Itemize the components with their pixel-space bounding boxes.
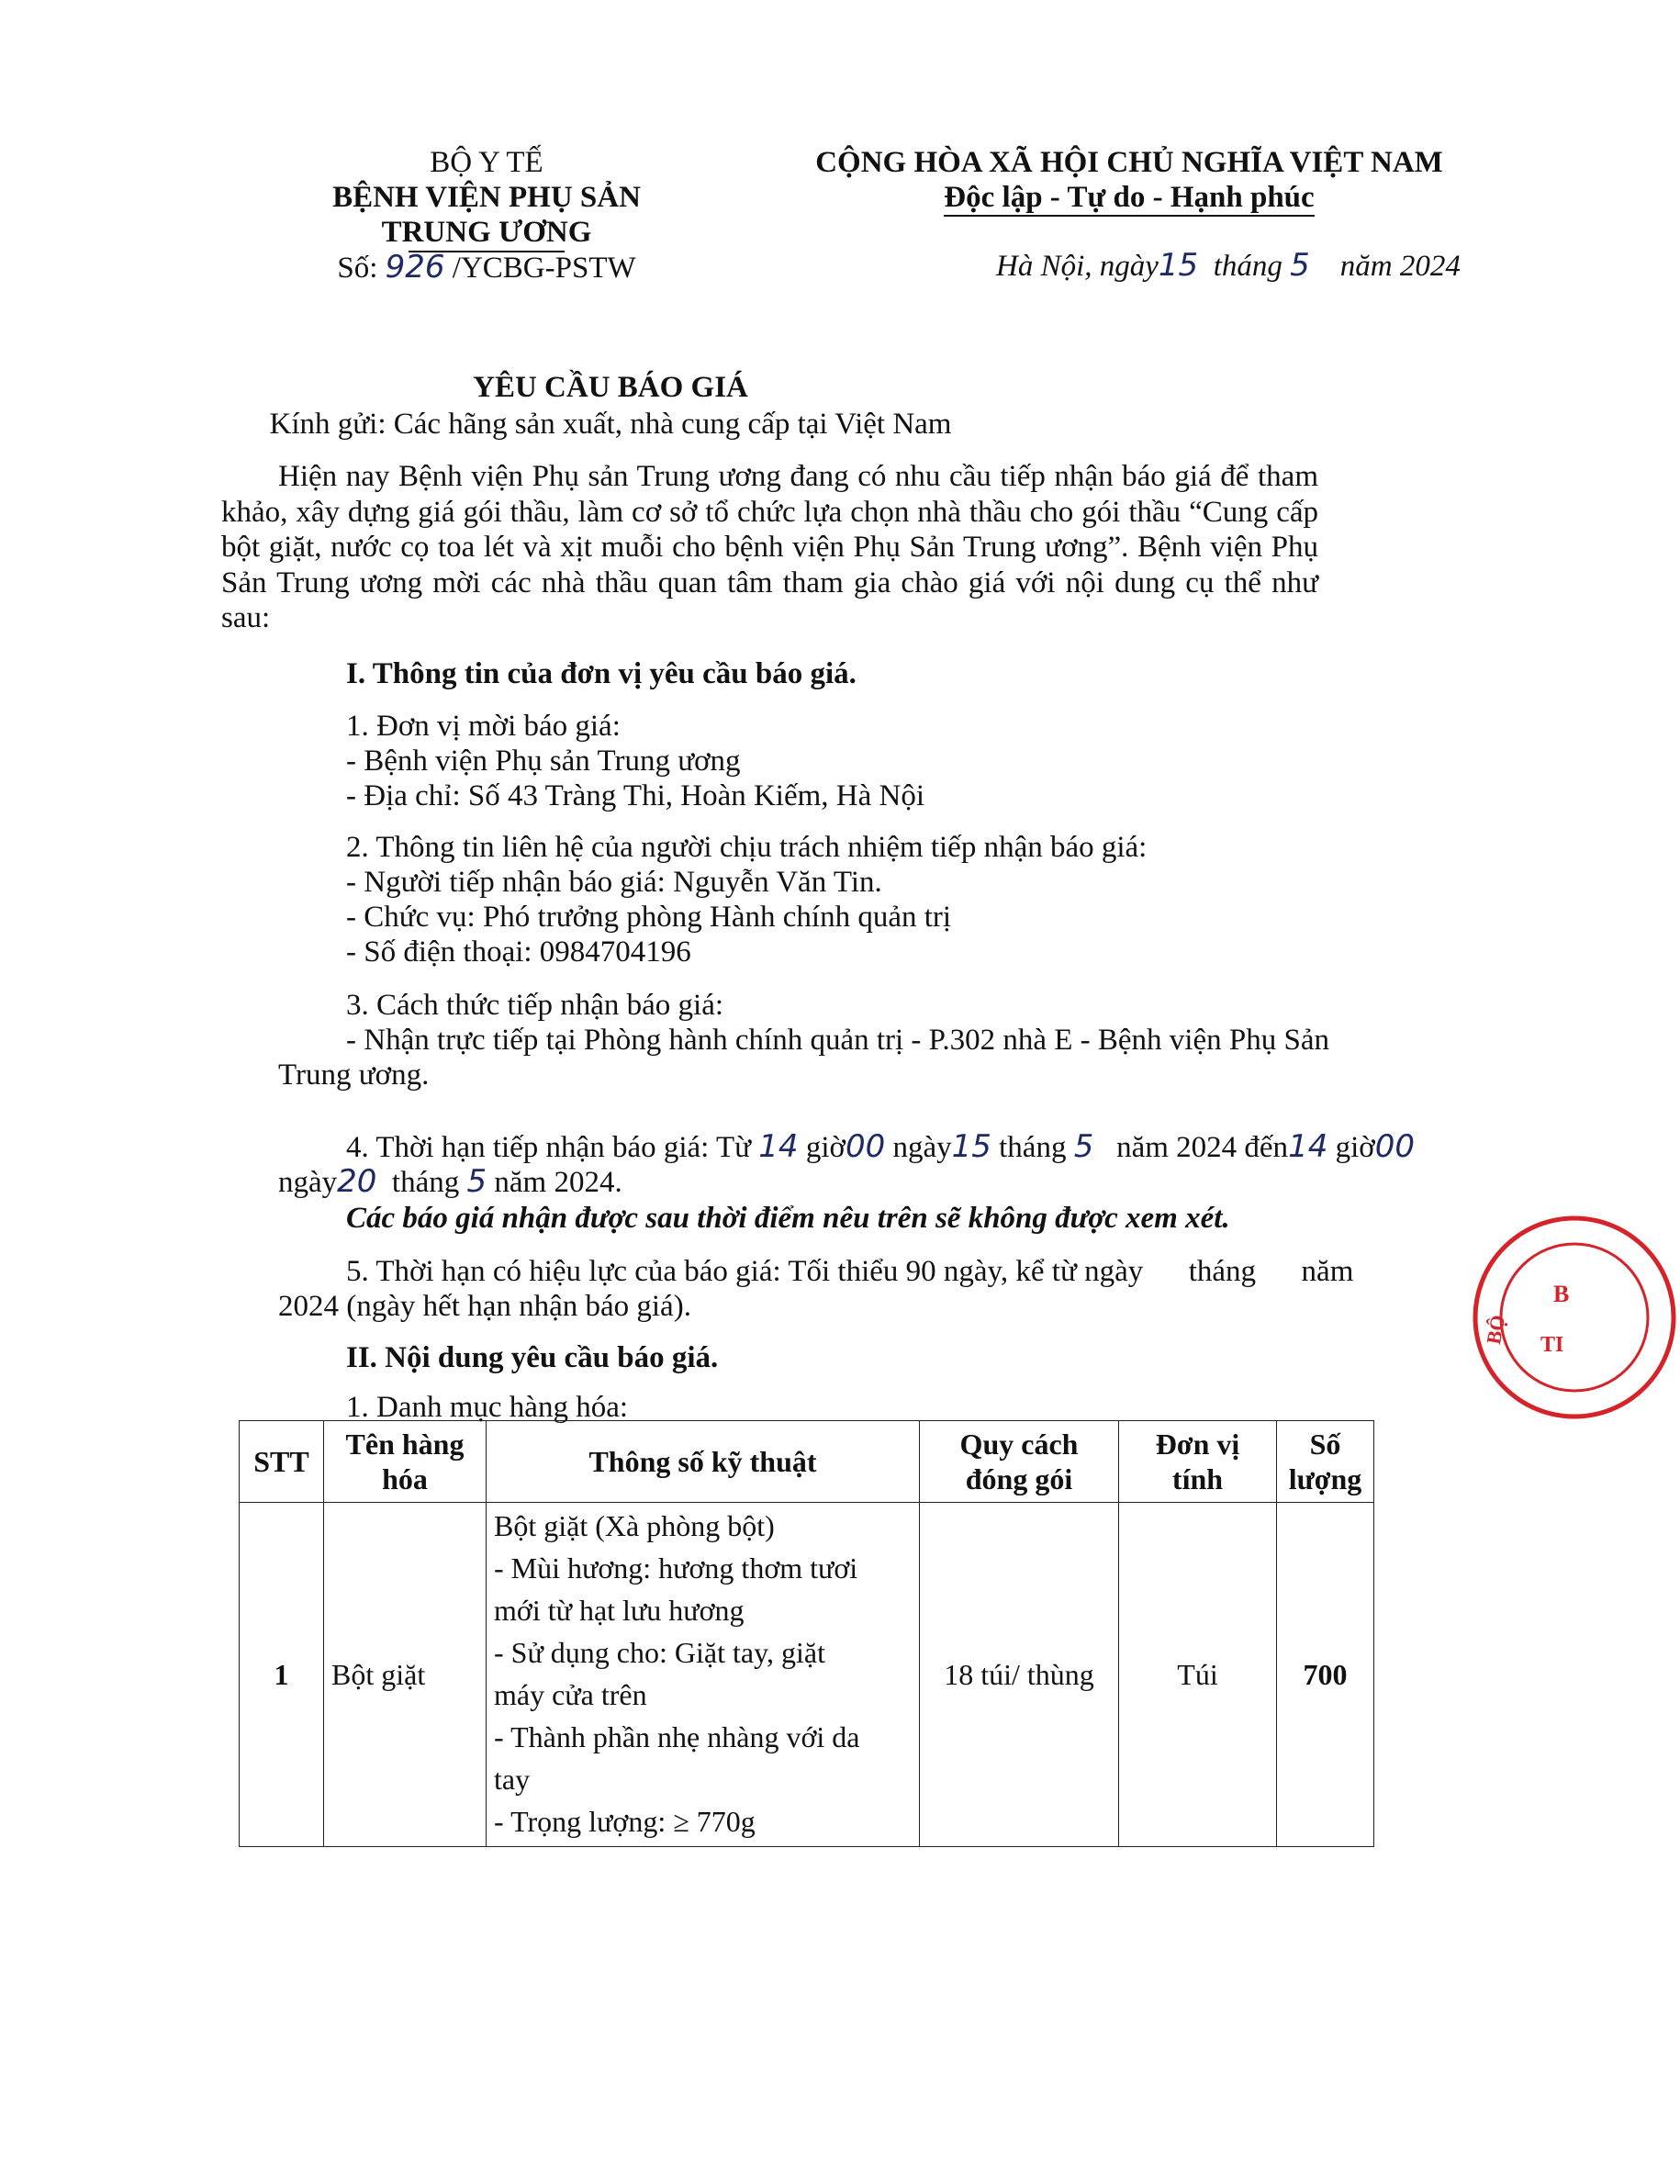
doc-no-prefix: Số: <box>337 252 378 285</box>
s1-item3-line1: - Nhận trực tiếp tại Phòng hành chính quản trị - P.302 nhà E - Bệnh viện Phụ Sản <box>346 1024 1329 1057</box>
item4-hw-hour1: 14 <box>758 1128 799 1165</box>
stamp-text-1: B <box>1553 1281 1570 1307</box>
s1-item3-title: 3. Cách thức tiếp nhận báo giá: <box>346 989 724 1022</box>
item4-text-2: giờ <box>805 1131 846 1164</box>
s1-item5-line2: 2024 (ngày hết hạn nhận báo giá). <box>278 1290 691 1323</box>
date-day-handwritten: 15 <box>1158 247 1199 284</box>
item4-text-5: năm 2024 đến <box>1116 1131 1289 1164</box>
col-unit-l2: tính <box>1171 1462 1224 1495</box>
spec-line: mới từ hạt lưu hương <box>494 1594 745 1627</box>
country-name: CỘNG HÒA XÃ HỘI CHỦ NGHĨA VIỆT NAM <box>815 146 1443 179</box>
s1-item2-title: 2. Thông tin liên hệ của người chịu trách nhiệm tiếp nhận báo giá: <box>346 831 1148 864</box>
item4-text-8: tháng <box>391 1166 460 1199</box>
issue-date <box>996 248 1461 284</box>
s1-item1-title: 1. Đơn vị mời báo giá: <box>346 710 621 743</box>
motto <box>808 180 1450 215</box>
col-name-l2: hóa <box>382 1462 428 1495</box>
row-name: Bột giặt <box>324 1503 487 1847</box>
s1-item2-line3: - Số điện thoại: 0984704196 <box>346 935 691 969</box>
item4-text-9: năm 2024. <box>494 1166 622 1199</box>
date-month-handwritten: 5 <box>1290 247 1310 284</box>
table-row <box>240 1503 1374 1847</box>
col-name <box>324 1421 487 1503</box>
item4-text-6: giờ <box>1335 1131 1375 1164</box>
s2-item1-title: 1. Danh mục hàng hóa: <box>346 1391 629 1424</box>
s1-item1-line2: - Địa chỉ: Số 43 Tràng Thi, Hoàn Kiếm, Hà Nội <box>346 779 925 812</box>
row-unit: Túi <box>1119 1503 1277 1847</box>
national-header-block <box>808 145 1561 284</box>
section1-heading: I. Thông tin của đơn vị yêu cầu báo giá. <box>346 657 857 690</box>
row-qty: 700 <box>1277 1503 1374 1847</box>
section2-heading: II. Nội dung yêu cầu báo giá. <box>346 1341 719 1374</box>
item4-hw-day2: 20 <box>337 1163 377 1200</box>
motto-text: Độc lập - Tự do - Hạnh phúc <box>944 181 1314 217</box>
intro-paragraph: Hiện nay Bệnh viện Phụ sản Trung ương đang có nhu cầu tiếp nhận báo giá để tham khảo, xây dựng giá gói thầu, làm cơ sở tổ chức lựa chọn nhà thầu cho gói thầu “Cung cấp bột giặt, nước cọ toa lét và xịt muỗi cho bệnh viện Phụ Sản Trung ương”. Bệnh viện Phụ Sản Trung ương mời các nhà thầu quan tâm tham gia chào giá với nội dung cụ thể như sau: <box>221 460 1318 634</box>
col-qty <box>1277 1421 1374 1503</box>
col-qty-l1: Số <box>1309 1428 1341 1461</box>
item4-hw-month2: 5 <box>466 1163 487 1200</box>
ministry-name: BỘ Y TẾ <box>430 146 543 179</box>
s1-item3-line2: Trung ương. <box>278 1058 430 1092</box>
item4-text-3: ngày <box>892 1131 952 1164</box>
item4-hw-min1: 00 <box>845 1128 886 1165</box>
s1-item5-line1: 5. Thời hạn có hiệu lực của báo giá: Tối thiểu 90 ngày, kể từ ngày tháng năm <box>346 1255 1354 1288</box>
issuing-authority-block <box>303 145 670 286</box>
item4-hw-month1: 5 <box>1073 1128 1094 1165</box>
col-pack <box>920 1421 1119 1503</box>
spec-line: máy cửa trên <box>494 1678 647 1711</box>
date-prefix: Hà Nội, ngày <box>996 250 1159 283</box>
document-number <box>303 250 670 286</box>
item4-text-4: tháng <box>999 1131 1067 1164</box>
spec-line: Bột giặt (Xà phòng bột) <box>494 1509 775 1542</box>
s1-item2-line2: - Chức vụ: Phó trưởng phòng Hành chính quản trị <box>346 901 952 934</box>
document-title: YÊU CẦU BÁO GIÁ <box>473 371 748 404</box>
item4-text-7: ngày <box>278 1166 338 1199</box>
stamp-text-2: TI <box>1540 1333 1564 1357</box>
hospital-underline <box>409 251 565 252</box>
official-stamp <box>1469 1212 1680 1423</box>
s1-item4-note: Các báo giá nhận được sau thời điểm nêu trên sẽ không được xem xét. <box>346 1202 1230 1235</box>
spec-line: - Sử dụng cho: Giặt tay, giặt <box>494 1636 825 1669</box>
col-stt: STT <box>240 1421 324 1503</box>
hospital-name-line1: BỆNH VIỆN PHỤ SẢN <box>332 181 641 214</box>
recipient-line: Kính gửi: Các hãng sản xuất, nhà cung cấp tại Việt Nam <box>269 408 952 441</box>
item4-hw-min2: 00 <box>1374 1128 1415 1165</box>
s1-item2-line1: - Người tiếp nhận báo giá: Nguyễn Văn Tin. <box>346 866 882 899</box>
col-pack-l2: đóng gói <box>965 1462 1073 1495</box>
s1-item4-line1 <box>346 1129 1415 1165</box>
stamp-text-3: BỘ <box>1482 1313 1510 1347</box>
col-spec: Thông số kỹ thuật <box>487 1421 920 1503</box>
col-unit-l1: Đơn vị <box>1155 1428 1240 1461</box>
row-pack: 18 túi/ thùng <box>920 1503 1119 1847</box>
item4-hw-hour2: 14 <box>1288 1128 1328 1165</box>
s1-item1-line1: - Bệnh viện Phụ sản Trung ương <box>346 745 741 778</box>
col-pack-l1: Quy cách <box>959 1428 1079 1461</box>
goods-table <box>239 1420 1374 1847</box>
hospital-name-line2 <box>303 215 670 250</box>
doc-no-suffix: /YCBG-PSTW <box>452 252 636 285</box>
spec-line: tay <box>494 1763 531 1796</box>
item4-text-1: 4. Thời hạn tiếp nhận báo giá: Từ <box>346 1131 752 1164</box>
row-spec <box>487 1503 920 1847</box>
spec-line: - Mùi hương: hương thơm tươi <box>494 1551 858 1585</box>
table-header-row <box>240 1421 1374 1503</box>
spec-line: - Thành phần nhẹ nhàng với da <box>494 1720 860 1753</box>
hospital-name-line2-text: TRUNG ƯƠNG <box>381 216 592 249</box>
s1-item4-line2 <box>278 1164 622 1200</box>
row-stt: 1 <box>240 1503 324 1847</box>
col-unit <box>1119 1421 1277 1503</box>
spec-line: - Trọng lượng: ≥ 770g <box>494 1805 756 1838</box>
date-month-label: tháng <box>1213 250 1282 283</box>
date-year: năm 2024 <box>1339 250 1461 283</box>
col-qty-l2: lượng <box>1288 1462 1362 1495</box>
doc-no-handwritten: 926 <box>385 249 445 286</box>
item4-hw-day1: 15 <box>951 1128 991 1165</box>
col-name-l1: Tên hàng <box>345 1428 465 1461</box>
